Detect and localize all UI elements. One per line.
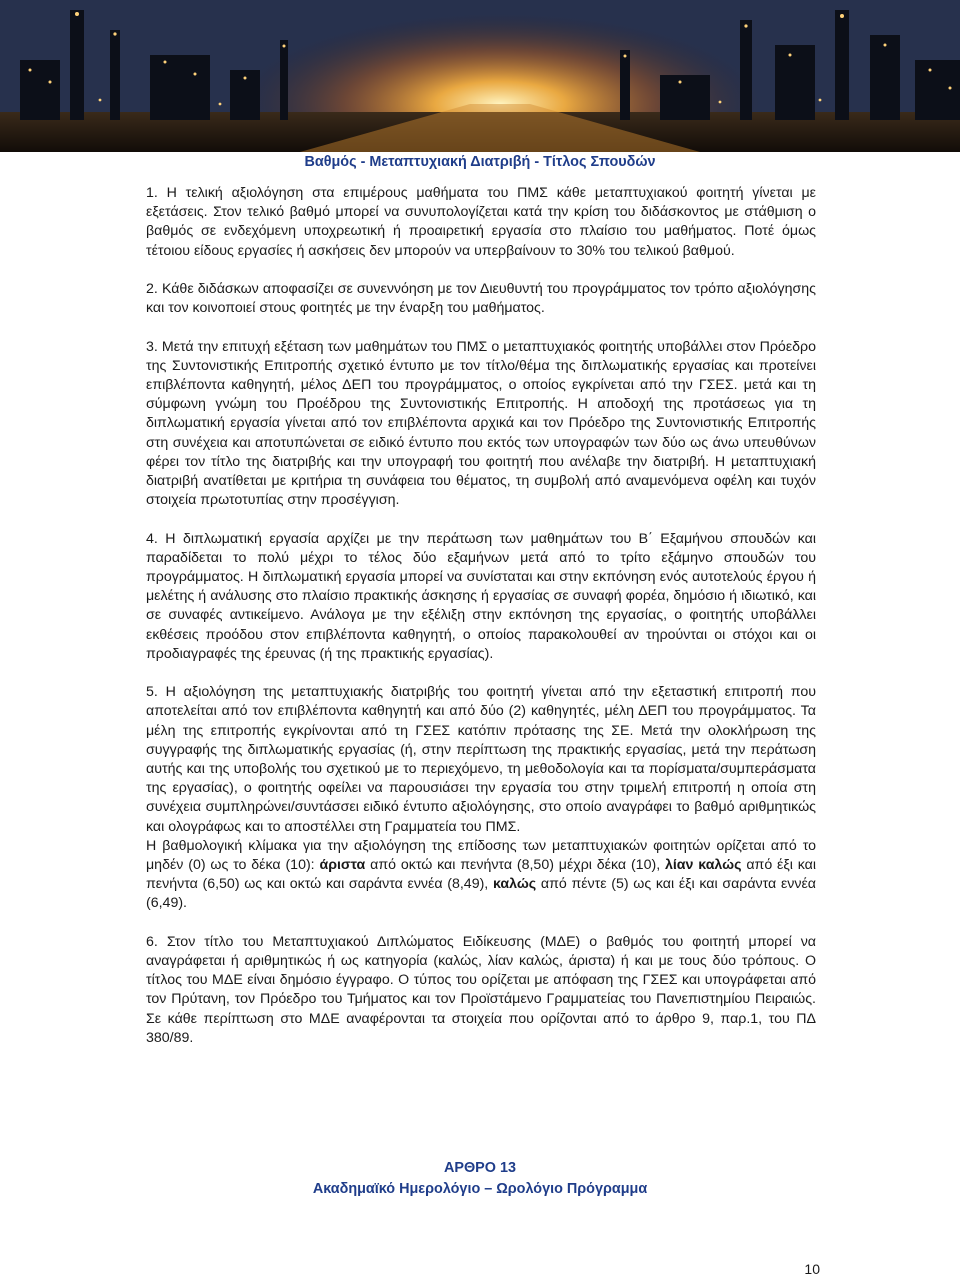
grade-good-label: καλώς (492, 876, 537, 893)
paragraph-1: 1. Η τελική αξιολόγηση στα επιμέρους μαθήματα του ΠΜΣ κάθε μεταπτυχιακού φοιτητή γίνεται με εξετάσεις. Στον τελικό βαθμό μπορεί να συνυπολογίζεται κατά την κρίση του διδάσκοντος με στάθμιση ο βαθμός σε ενδεχόμενη υποχρεωτική ή προαιρετική εργασία στο πλαίσιο του μαθήματος. Ποτέ όμως τέτοιου είδους εργασίες ή ασκήσεις δεν μπορούν να υπερβαίνουν το 30% του τελικού βαθμού. (146, 185, 816, 259)
grading-scale-text-d: από πέντε (5) ως και έξι και σαράντα εννέα (6,49). (146, 876, 816, 912)
grade-excellent-label: άριστα (319, 857, 366, 874)
article-subtitle: Ακαδημαϊκό Ημερολόγιο – Ωρολόγιο Πρόγραμμα (312, 1181, 648, 1197)
paragraph-5: 5. Η αξιολόγηση της μεταπτυχιακής διατριβής του φοιτητή γίνεται από την εξεταστική επιτροπή που αποτελείται από τον επιβλέποντα καθηγητή και από δύο (2) καθηγητές, μέλη ΔΕΠ του προγράμματος. Τα μέλη της επιτροπής εγκρίνονται από τη ΓΣΕΣ κατόπιν πρότασης της ΣΕ. Μετά την ολοκλήρωση της συγγραφής της διπλωματικής εργασίας (ή, στην περίπτωση της πρακτικής εργασίας, μετά την περάτωση αυτής και της υποβολής του σχετικού με το περιεχόμενο, τη μεθοδολογία και τα πορίσματα/συμπεράσματα της εργασίας), ο φοιτητής οφείλει να παρουσιάσει την εργασία του στην τριμελή επιτροπή η οποία στη συνέχεια συμπληρώνει/συντάσσει ειδικό έντυπο αξιολόγησης, στο οποίο αναγράφει το βαθμό αριθμητικώς και ολογράφως και το αποστέλλει στη Γραμματεία του ΠΜΣ. (146, 684, 816, 835)
grading-scale-text-b: από οκτώ και πενήντα (8,50) μέχρι δέκα (10), (365, 857, 665, 874)
article-number: ΑΡΘΡΟ 13 (444, 1160, 516, 1176)
grading-scale-text-a: Η βαθμολογική κλίμακα για την αξιολόγηση της επίδοσης των μεταπτυχιακών φοιτητών ορίζεται από το μηδέν (0) ως το δέκα (10): (146, 837, 816, 874)
paragraph-4: 4. Η διπλωματική εργασία αρχίζει με την περάτωση των μαθημάτων του Β΄ Εξαμήνου σπουδών και παραδίδεται το πολύ μέχρι το τέλος δύο εξαμήνων μετά από το τρίτο εξάμηνο σπουδών του προγράμματος. Η διπλωματική εργασία μπορεί να συνίσταται και στην εκπόνηση ενός αυτοτελούς έργου ή μελέτης ή ανάλυσης στο πλαίσιο πρακτικής άσκησης ή εργασίας σε συναφή φορέα, δημόσιο ή ιδιωτικό, και σε συναφές αντικείμενο. Ανάλογα με την εξέλιξη στην εκπόνηση της εργασίας, ο φοιτητής υποβάλλει εκθέσεις προόδου στον επιβλέποντα καθηγητή, ο οποίος παρακολουθεί αν τηρούνται οι στόχοι και οι προδιαγραφές της έρευνας (ή της πρακτικής εργασίας). (146, 530, 816, 662)
grading-scale-paragraph (146, 837, 816, 914)
grading-scale-text-c: από έξι και πενήντα (6,50) ως και οκτώ και σαράντα εννέα (8,49), (146, 857, 816, 893)
grade-very-good-label: λίαν καλώς (664, 857, 742, 874)
page-number: 10 (804, 1261, 820, 1277)
next-article-heading (0, 1158, 960, 1200)
paragraph-2: 2. Κάθε διδάσκων αποφασίζει σε συνεννόηση με τον Διευθυντή του προγράμματος τον τρόπο αξιολόγησης και τον κοινοποιεί στους φοιτητές με την έναρξη του μαθήματος. (146, 281, 816, 317)
document-body (146, 184, 816, 1067)
section-title: Βαθμός - Μεταπτυχιακή Διατριβή - Τίτλος Σπουδών (304, 154, 656, 170)
paragraph-6: 6. Στον τίτλο του Μεταπτυχιακού Διπλώματος Ειδίκευσης (ΜΔΕ) ο βαθμός του φοιτητή μπορεί να αναγράφεται ή αριθμητικώς ή ως κατηγορία (καλώς, λίαν καλώς, άριστα) ή και με τους δύο τρόπους. Ο τίτλος του ΜΔΕ είναι δημόσιο έγγραφο. Ο τύπος του ορίζεται με απόφαση της ΓΣΕΣ και υπογράφεται από τον Πρύτανη, τον Πρόεδρο του Τμήματος και τον Προϊστάμενο Γραμματείας του Πανεπιστημίου Πειραιώς. Σε κάθε περίπτωση στο ΜΔΕ αναφέρονται τα στοιχεία που ορίζονται από το άρθρο 9, παρ.1, του ΠΔ 380/89. (146, 933, 816, 1046)
refinery-banner-image (0, 0, 960, 152)
paragraph-3: 3. Μετά την επιτυχή εξέταση των μαθημάτων του ΠΜΣ ο μεταπτυχιακός φοιτητής υποβάλλει στον Πρόεδρο της Συντονιστικής Επιτροπής σχετικό έντυπο με τον τίτλο/θέμα της διπλωματικής εργασίας και προτείνει επιβλέποντα καθηγητή, μέλος ΔΕΠ του προγράμματος, ο οποίος εγκρίνεται από την ΓΣΕΣ. μετά και τη σύμφωνη γνώμη του Προέδρου της Συντονιστικής Επιτροπής. Η αποδοχή της προτάσεως για τη διπλωματική εργασία γίνεται από τον επιβλέποντα αρχικά και τον Πρόεδρο της Συντονιστικής Επιτροπής στη συνέχεια και αποτυπώνεται σε ειδικό έντυπο που εκτός των υπογραφών των δύο ως άνω υπευθύνων φέρει τον τίτλο της διατριβής και την υπογραφή του φοιτητή που ανέλαβε την διατριβή. Η μεταπτυχιακή διατριβή ανατίθεται με κριτήρια τη συνάφεια του θέματος, τη συμβολή από αναμενόμενα οφέλη και τυχόν στοιχεία πρωτοτυπίας στην προσέγγιση. (146, 338, 816, 509)
